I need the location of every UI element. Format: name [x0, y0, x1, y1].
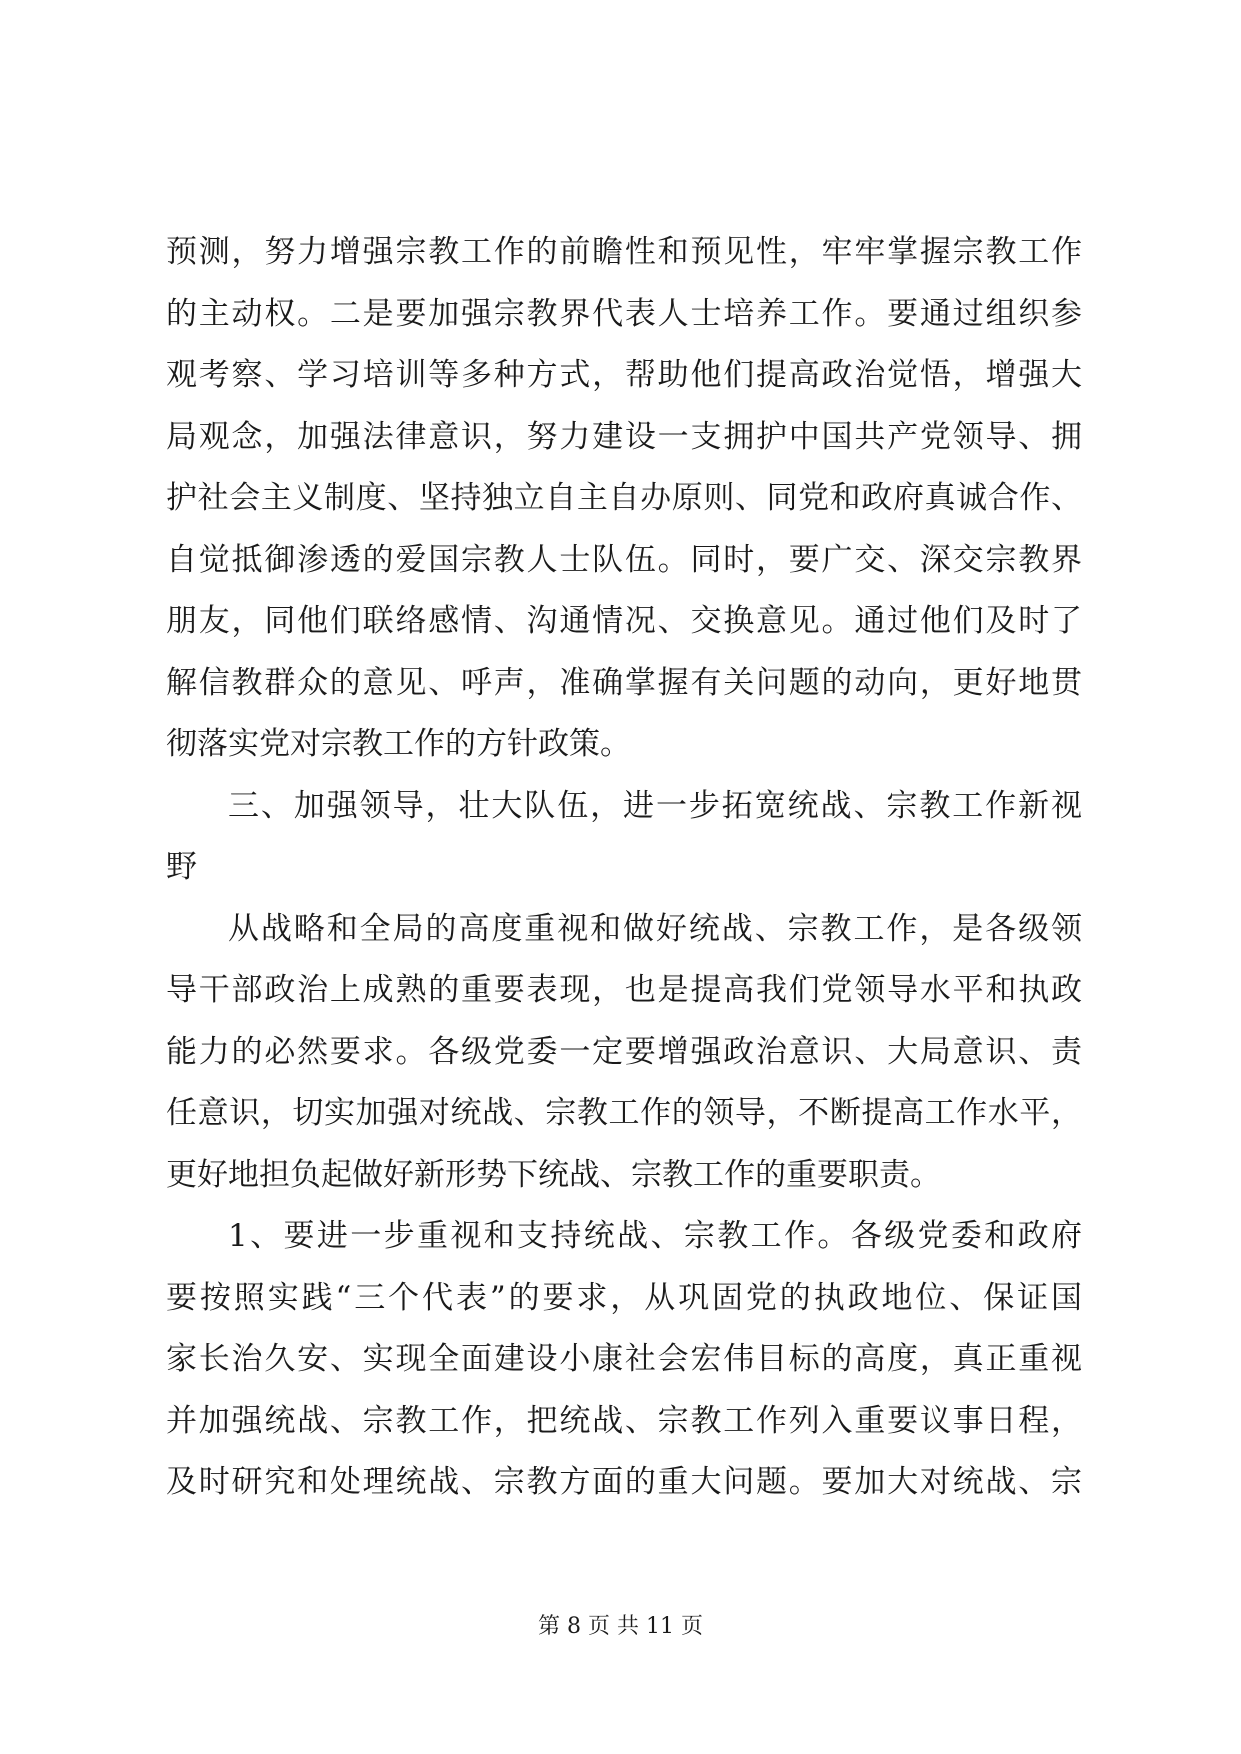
- text-line: 朋友，同他们联络感情、沟通情况、交换意见。通过他们及时了: [166, 603, 1082, 639]
- page-footer: 第 8 页 共 11 页: [538, 1614, 703, 1639]
- text-line: 要按照实践“三个代表”的要求，从巩固党的执政地位、保证国: [166, 1279, 1082, 1316]
- text-line: 更好地担负起做好新形势下统战、宗教工作的重要职责。: [166, 1156, 941, 1193]
- text-line: 护社会主义制度、坚持独立自主自办原则、同党和政府真诚合作、: [166, 480, 1082, 516]
- text-line: 自觉抵御渗透的爱国宗教人士队伍。同时，要广交、深交宗教界: [166, 541, 1082, 578]
- text-line: 局观念，加强法律意识，努力建设一支拥护中国共产党领导、拥: [166, 418, 1082, 455]
- document-body: [166, 222, 1082, 1514]
- text-line: 预测，努力增强宗教工作的前瞻性和预见性，牢牢掌握宗教工作: [166, 234, 1082, 270]
- text-line: 家长治久安、实现全面建设小康社会宏伟目标的高度，真正重视: [166, 1341, 1082, 1377]
- text-line: 任意识，切实加强对统战、宗教工作的领导，不断提高工作水平，: [166, 1095, 1082, 1131]
- paragraph: [166, 776, 1082, 899]
- text-line: 彻落实党对宗教工作的方针政策。: [166, 726, 631, 762]
- text-line: 的主动权。二是要加强宗教界代表人士培养工作。要通过组织参: [166, 295, 1082, 332]
- text-line: 能力的必然要求。各级党委一定要增强政治意识、大局意识、责: [166, 1033, 1082, 1070]
- text-line: 并加强统战、宗教工作，把统战、宗教工作列入重要议事日程，: [166, 1402, 1082, 1439]
- text-line: 三、加强领导，壮大队伍，进一步拓宽统战、宗教工作新视: [228, 787, 1082, 824]
- text-line: 及时研究和处理统战、宗教方面的重大问题。要加大对统战、宗: [166, 1464, 1082, 1500]
- paragraph: [166, 899, 1082, 1207]
- paragraph: [166, 222, 1082, 776]
- paragraph: [166, 1206, 1082, 1514]
- text-line: 从战略和全局的高度重视和做好统战、宗教工作，是各级领: [228, 910, 1082, 947]
- text-line: 解信教群众的意见、呼声，准确掌握有关问题的动向，更好地贯: [166, 664, 1082, 701]
- text-line: 观考察、学习培训等多种方式，帮助他们提高政治觉悟，增强大: [166, 357, 1082, 393]
- text-line: 1、要进一步重视和支持统战、宗教工作。各级党委和政府: [228, 1218, 1082, 1254]
- text-line: 野: [166, 849, 197, 885]
- text-line: 导干部政治上成熟的重要表现，也是提高我们党领导水平和执政: [166, 972, 1082, 1008]
